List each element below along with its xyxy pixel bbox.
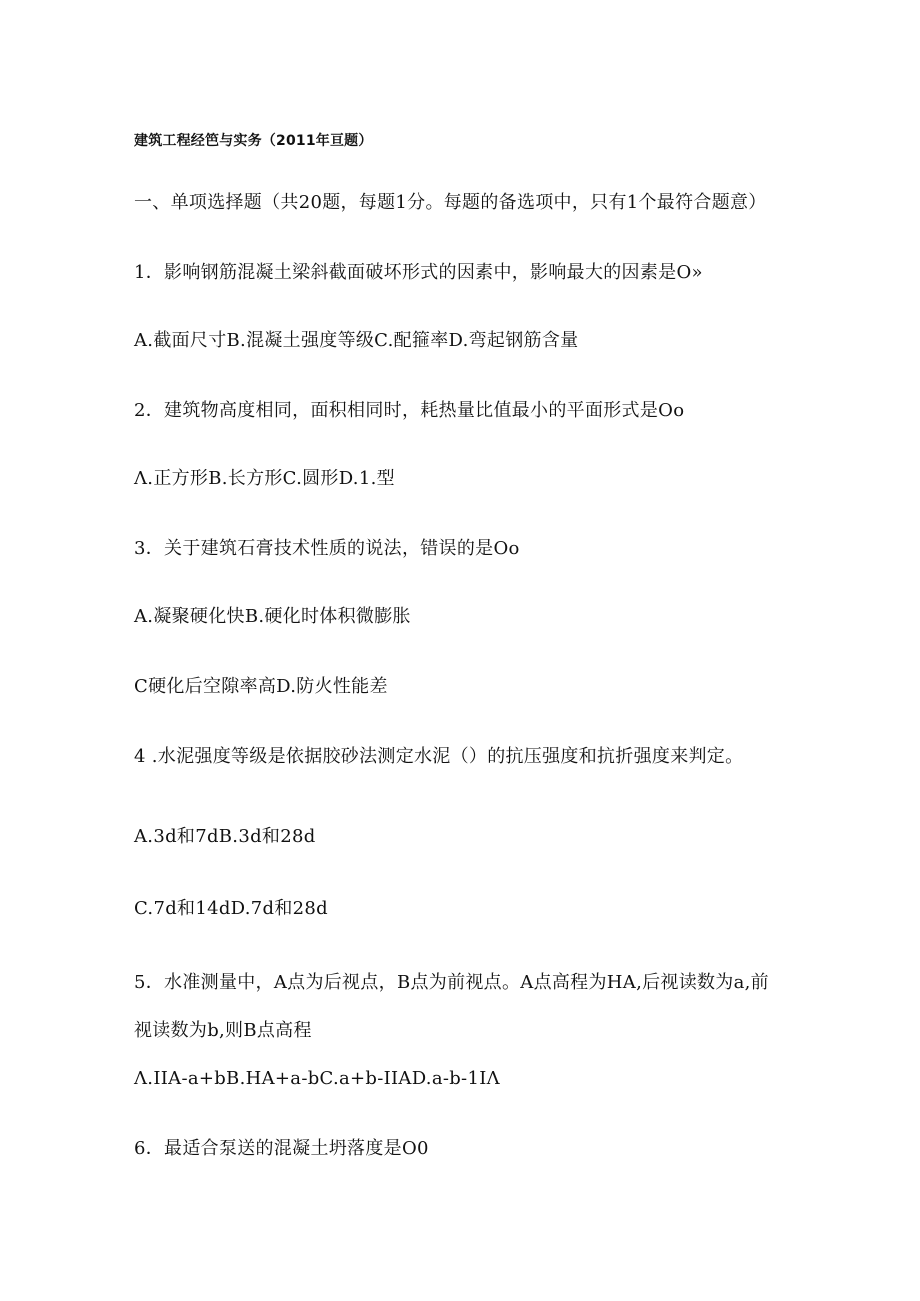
question-5-stem: 5．水准测量中，A点为后视点，B点为前视点。A点高程为HA,后视读数为a,前 — [134, 972, 769, 993]
question-3-stem: 3．关于建筑石膏技术性质的说法，错误的是Oo — [134, 538, 520, 559]
question-1-stem: 1．影响钢筋混凝土梁斜截面破坏形式的因素中，影响最大的因素是O» — [134, 262, 703, 283]
question-5-options: Λ.IIA-a+bB.HA+a-bC.a+b-IIAD.a-b-1IΛ — [134, 1068, 500, 1089]
question-6-stem: 6．最适合泵送的混凝土坍落度是O0 — [134, 1138, 429, 1159]
question-3-options-line-2: C硬化后空隙率高D.防火性能差 — [134, 676, 388, 697]
question-2-stem: 2．建筑物高度相同，面积相同时，耗热量比值最小的平面形式是Oo — [134, 400, 685, 421]
question-4-stem: 4 .水泥强度等级是依据胶砂法测定水泥（）的抗压强度和抗折强度来判定。 — [134, 746, 744, 767]
question-2-options: Λ.正方形B.长方形C.圆形D.1.型 — [134, 468, 395, 489]
question-5-stem-continued: 视读数为b,则B点高程 — [134, 1020, 312, 1041]
question-1-options: A.截面尺寸B.混凝土强度等级C.配箍率D.弯起钢筋含量 — [134, 330, 579, 351]
document-title: 建筑工程经笆与实务（2011年亘题） — [134, 133, 373, 149]
question-3-options-line-1: A.凝聚硬化快B.硬化时体积微膨胀 — [134, 606, 411, 627]
section-heading: 一、单项选择题（共20题，每题1分。每题的备选项中，只有1个最符合题意） — [134, 192, 767, 213]
question-4-options-line-2: C.7d和14dD.7d和28d — [134, 898, 328, 919]
question-4-options-line-1: A.3d和7dB.3d和28d — [134, 826, 316, 847]
